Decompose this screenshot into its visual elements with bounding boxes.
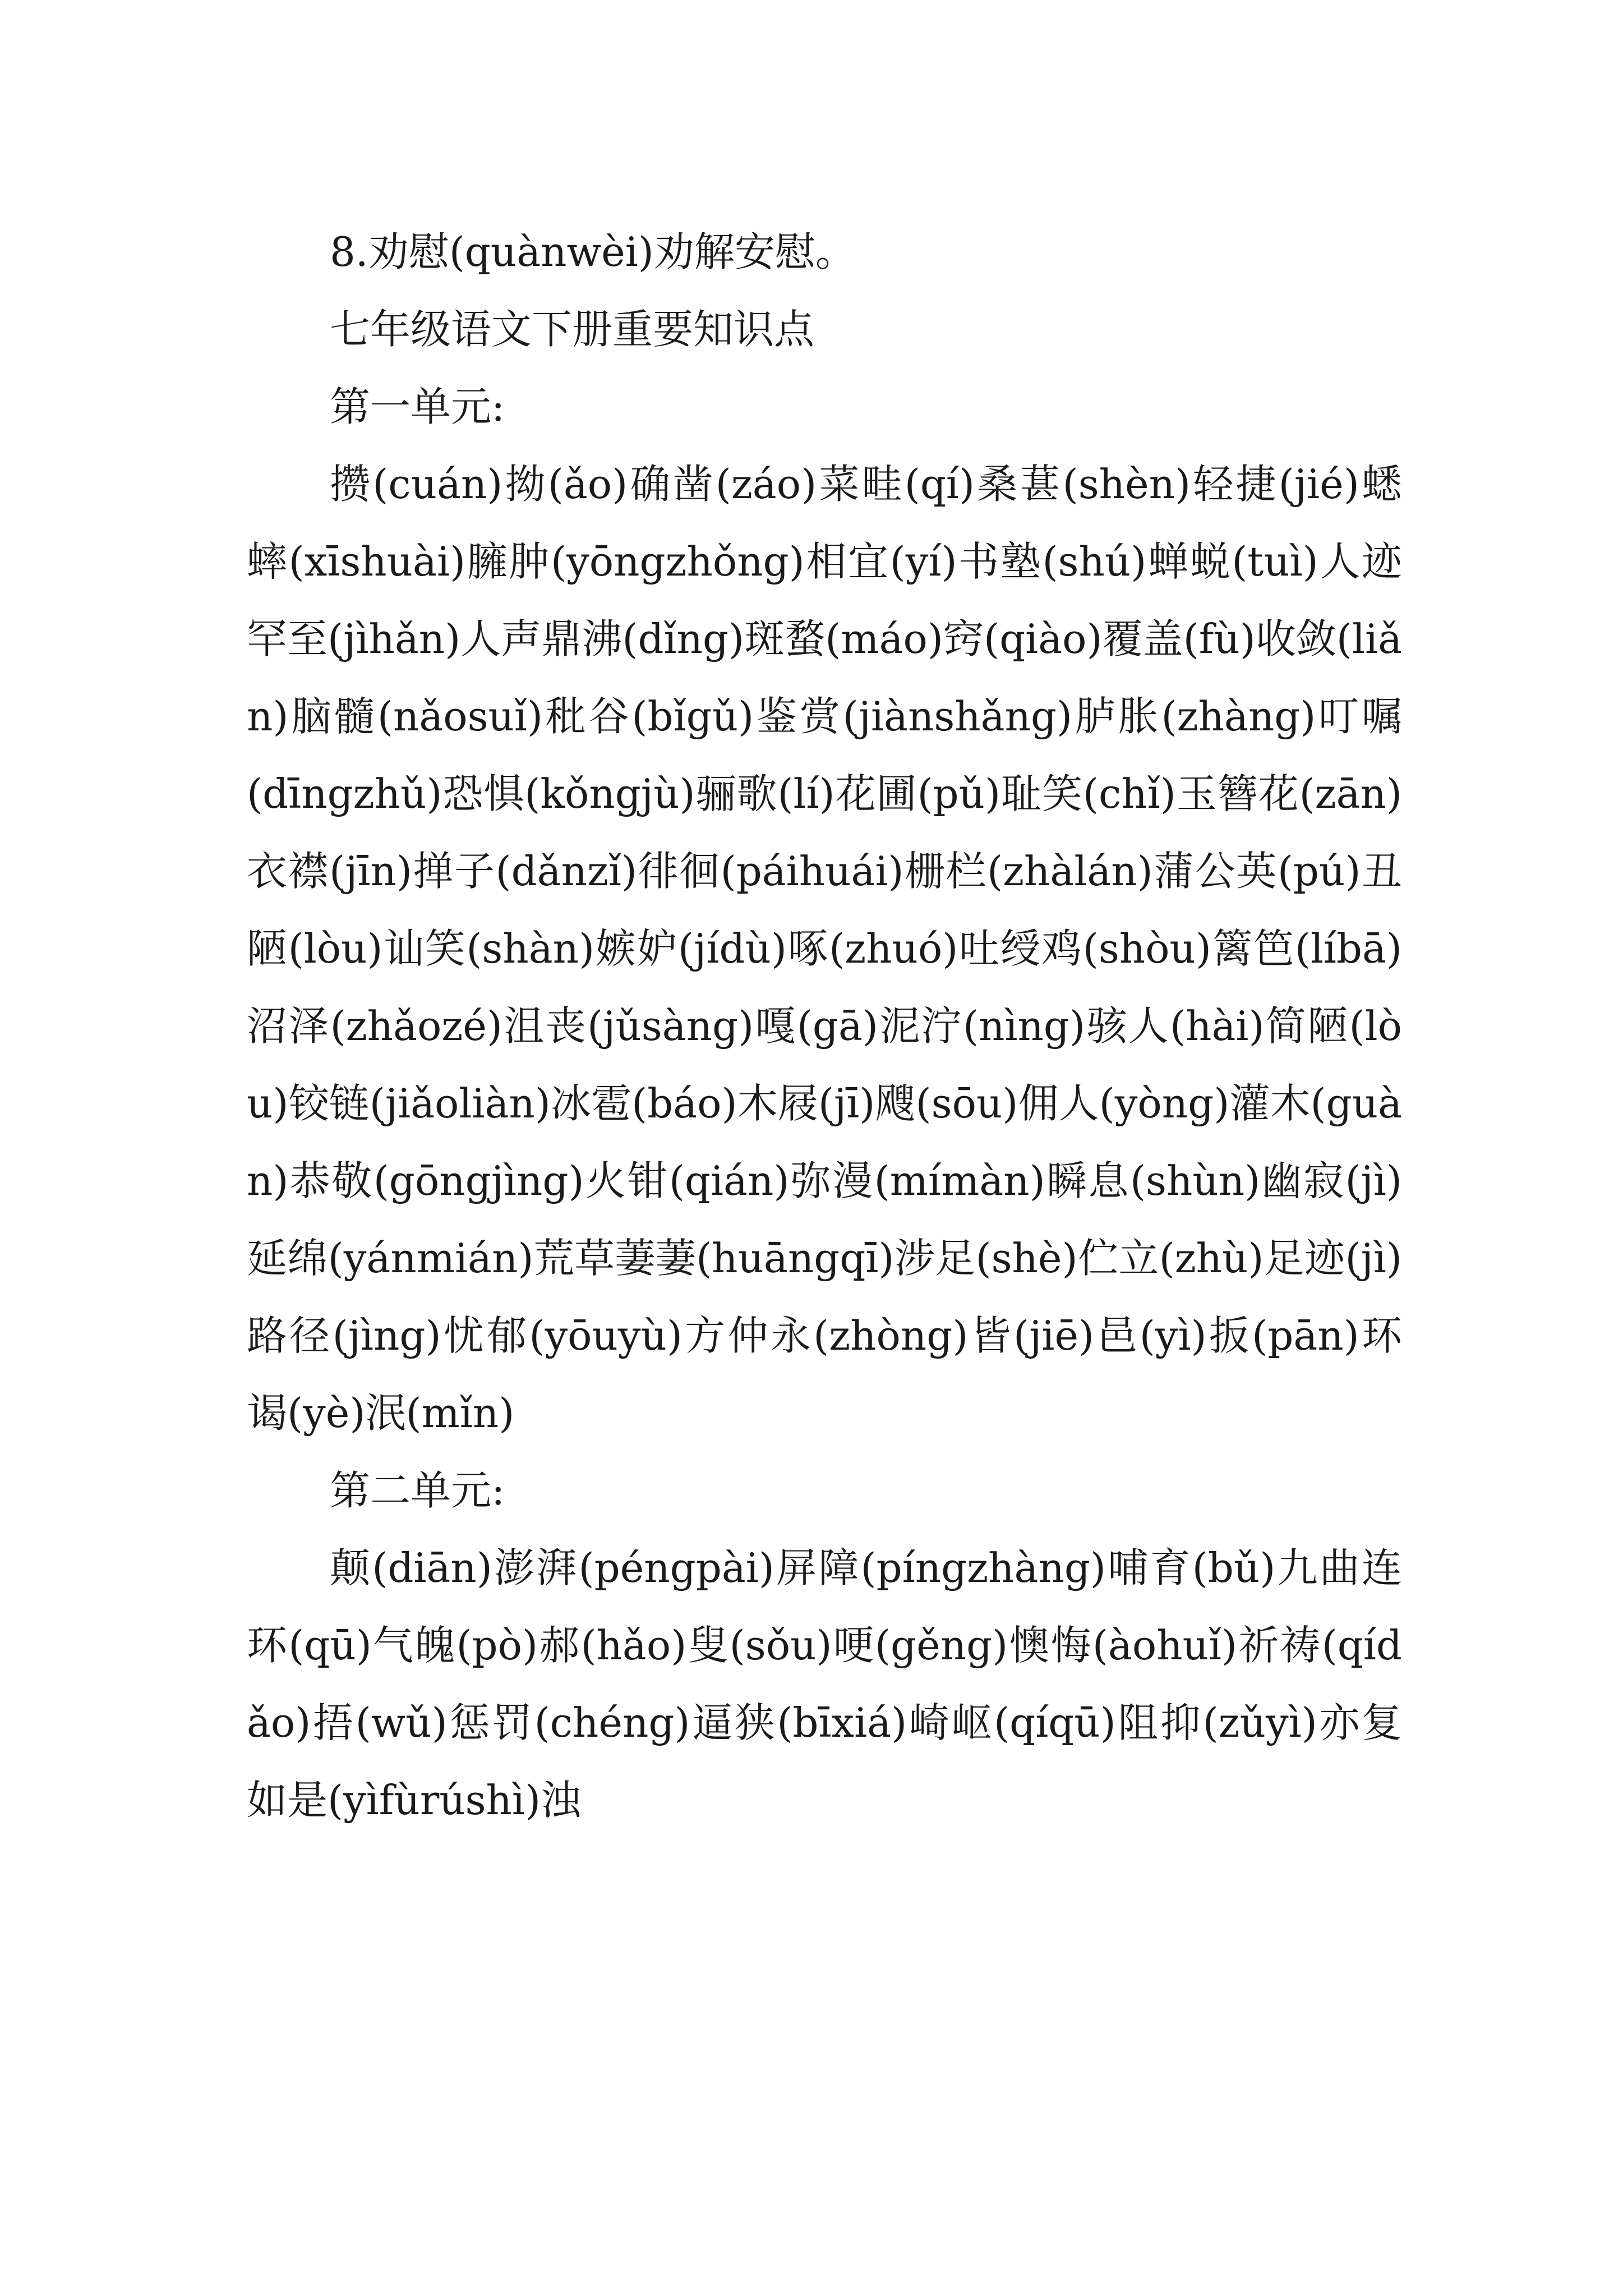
paragraph-quanwei-definition: 8.劝慰(quànwèi)劝解安慰。: [330, 228, 856, 275]
document-page: [247, 213, 1402, 1839]
section-title: 七年级语文下册重要知识点: [330, 306, 815, 353]
unit-two-heading: 第二单元:: [330, 1467, 505, 1514]
unit-one-heading: 第一单元:: [330, 383, 505, 430]
unit-two-vocabulary: 颠(diān)澎湃(péngpài)屏障(píngzhàng)哺育(bǔ)九曲连环(qū)气魄(pò)郝(hǎo)叟(sǒu)哽(gěng)懊悔(àohuǐ)祈祷(qídǎo)捂(wǔ)惩罚(chéng)逼狭(bīxiá)崎岖(qíqū)阻抑(zǔyì)亦复如是(yìfùrúshì)浊: [247, 1544, 1402, 1824]
unit-one-vocabulary: 攒(cuán)拗(ǎo)确凿(záo)菜畦(qí)桑葚(shèn)轻捷(jié)蟋蟀(xīshuài)臃肿(yōngzhǒng)相宜(yí)书塾(shú)蝉蜕(tuì)人迹罕至(jìhǎn)人声鼎沸(dǐng)斑蝥(máo)窍(qiào)覆盖(fù)收敛(liǎn)脑髓(nǎosuǐ)秕谷(bǐgǔ)鉴赏(jiànshǎng)胪胀(zhàng)叮嘱(dīngzhǔ)恐惧(kǒngjù)骊歌(lí)花圃(pǔ)耻笑(chǐ)玉簪花(zān)衣襟(jīn)掸子(dǎnzǐ)徘徊(páihuái)栅栏(zhàlán)蒲公英(pú)丑陋(lòu)讪笑(shàn)嫉妒(jídù)啄(zhuó)吐绶鸡(shòu)篱笆(líbā)沼泽(zhǎozé)沮丧(jǔsàng)嘎(gā)泥泞(nìng)骇人(hài)简陋(lòu)铰链(jiǎoliàn)冰雹(báo)木屐(jī)飕(sōu)佣人(yòng)灌木(guàn)恭敬(gōngjìng)火钳(qián)弥漫(mímàn)瞬息(shùn)幽寂(jì)延绵(yánmián)荒草萋萋(huāngqī)涉足(shè)伫立(zhù)足迹(jì)路径(jìng)忧郁(yōuyù)方仲永(zhòng)皆(jiē)邑(yì)扳(pān)环谒(yè)泯(mǐn): [247, 461, 1402, 1437]
